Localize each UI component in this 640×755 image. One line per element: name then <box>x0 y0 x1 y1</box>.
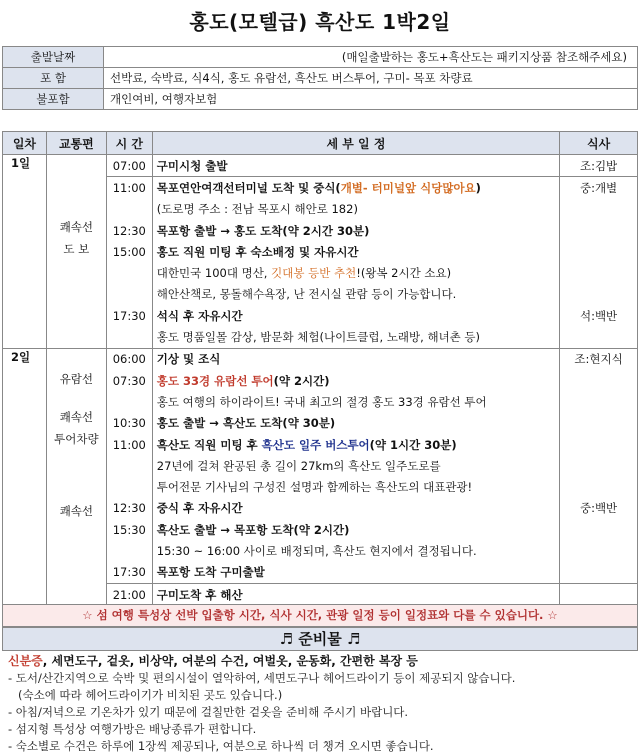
detail-text: !(왕복 2시간 소요) <box>356 266 452 281</box>
page-title: 홍도(모텔급) 흑산도 1박2일 <box>189 10 451 34</box>
time-cell <box>106 540 152 561</box>
schedule-table <box>2 131 638 606</box>
detail-cell: 27년에 걸쳐 완공된 총 길이 27km의 흑산도 일주도로를 <box>152 455 559 476</box>
detail-cell: 홍도 출발 → 흑산도 도착(약 30분) <box>152 413 559 434</box>
meal-cell: 중:개별 <box>560 177 638 199</box>
header-time: 시 간 <box>106 132 152 155</box>
prep-list <box>8 653 634 755</box>
detail-cell: 해안산책로, 몽돌해수욕장, 난 전시실 관람 등이 가능합니다. <box>152 284 559 305</box>
detail-cell: 투어전문 기사님의 구성진 설명과 함께하는 흑산도의 대표관광! <box>152 476 559 497</box>
detail-highlight: 흑산도 일주 버스투어 <box>261 437 370 452</box>
time-cell: 12:30 <box>106 220 152 241</box>
header-detail: 세 부 일 정 <box>152 132 559 155</box>
prep-note: - 도서/산간지역으로 숙박 및 편의시설이 열악하여, 세면도구나 헤어드라이기 등이 제공되지 않습니다. <box>8 671 516 685</box>
time-cell <box>106 326 152 348</box>
transport-label: 쾌속선 <box>59 220 94 234</box>
detail-cell: (도로명 주소 : 전남 목포시 해안로 182) <box>152 199 559 220</box>
time-cell <box>106 262 152 283</box>
time-cell: 12:30 <box>106 498 152 519</box>
time-cell: 07:00 <box>106 155 152 177</box>
time-cell <box>106 455 152 476</box>
notice-banner: ☆ 섬 여행 특성상 선박 입출항 시간, 식사 시간, 관광 일정 등이 일정표와 다를 수 있습니다. ☆ <box>2 604 638 627</box>
prep-title: ♬ 준비물 ♬ <box>2 627 638 651</box>
transport-label: 쾌속선 <box>59 503 94 518</box>
prep-main-items <box>8 653 634 670</box>
prep-id-required: 신분증 <box>8 654 43 668</box>
detail-text: 대한민국 100대 명산, <box>156 266 272 281</box>
meal-cell: 석:백반 <box>560 305 638 326</box>
prep-note: - 숙소별로 수건은 하루에 1장씩 제공되나, 여분으로 하나씩 더 챙겨 오시면 좋습니다. <box>8 739 434 753</box>
day-label: 1일 <box>3 155 47 349</box>
prep-note: - 아침/저녁으로 기온차가 있기 때문에 걸칠만한 겉옷을 준비해 주시기 바랍니다. <box>8 705 409 719</box>
exclude-label: 불포함 <box>3 89 104 110</box>
meal-cell <box>560 476 638 497</box>
detail-cell <box>152 177 559 199</box>
detail-cell: 흑산도 출발 → 목포항 도착(약 2시간) <box>152 519 559 540</box>
exclude-row <box>3 89 638 110</box>
time-cell: 11:00 <box>106 434 152 455</box>
detail-highlight: 개별- 터미널앞 식당많아요 <box>340 180 476 195</box>
header-transport: 교통편 <box>46 132 106 155</box>
detail-cell <box>152 262 559 283</box>
schedule-row <box>3 348 638 370</box>
time-cell: 15:30 <box>106 519 152 540</box>
detail-cell <box>152 434 559 455</box>
detail-highlight: 홍도 33경 유람선 투어 <box>156 373 274 388</box>
header-day: 일차 <box>3 132 47 155</box>
detail-text: 흑산도 직원 미팅 후 <box>156 437 262 452</box>
time-cell: 17:30 <box>106 305 152 326</box>
detail-text: (약 1시간 30분) <box>369 437 457 452</box>
transport-cell <box>46 348 106 606</box>
transport-label: 유람선 <box>59 371 94 386</box>
detail-cell: 홍도 명품일몰 감상, 밤문화 체험(나이트클럽, 노래방, 해녀촌 등) <box>152 326 559 348</box>
day-label: 2일 <box>3 348 47 606</box>
meal-cell <box>560 540 638 561</box>
detail-text: 목포연안여객선터미널 도착 및 중식( <box>156 180 341 195</box>
meal-cell <box>560 326 638 348</box>
meal-cell <box>560 220 638 241</box>
header-meal: 식사 <box>560 132 638 155</box>
time-cell <box>106 199 152 220</box>
prep-note: - 섬지형 특성상 여행가방은 배낭종류가 편합니다. <box>8 722 257 736</box>
meal-cell <box>560 583 638 605</box>
time-cell: 10:30 <box>106 413 152 434</box>
time-cell: 15:00 <box>106 241 152 262</box>
departure-row <box>3 47 638 68</box>
detail-cell: 15:30 ~ 16:00 사이로 배정되며, 흑산도 현지에서 결정됩니다. <box>152 540 559 561</box>
exclude-value: 개인여비, 여행자보험 <box>104 89 638 110</box>
meal-cell <box>560 370 638 391</box>
meal-cell <box>560 413 638 434</box>
detail-cell: 홍도 여행의 하이라이트! 국내 최고의 절경 홍도 33경 유람선 투어 <box>152 391 559 412</box>
transport-label: 투어차량 <box>54 431 99 446</box>
meal-cell <box>560 262 638 283</box>
transport-cell <box>46 155 106 349</box>
meal-cell <box>560 455 638 476</box>
schedule-header-row <box>3 132 638 155</box>
meal-cell <box>560 199 638 220</box>
schedule-row <box>3 155 638 177</box>
include-value: 선박료, 숙박료, 식4식, 홍도 유람선, 흑산도 버스투어, 구미- 목포 차량료 <box>104 68 638 89</box>
prep-note: (숙소에 따라 헤어드라이기가 비치된 곳도 있습니다.) <box>18 688 283 702</box>
detail-cell: 석식 후 자유시간 <box>152 305 559 326</box>
prep-items-text: , 세면도구, 겉옷, 비상약, 여분의 수건, 여벌옷, 운동화, 간편한 복장 등 <box>42 654 418 668</box>
meal-cell: 중:백반 <box>560 498 638 519</box>
meal-cell <box>560 519 638 540</box>
detail-cell: 구미시청 출발 <box>152 155 559 177</box>
meal-cell: 조:현지식 <box>560 348 638 370</box>
transport-label: 도 보 <box>63 242 90 256</box>
meal-cell <box>560 391 638 412</box>
info-table <box>2 46 638 110</box>
departure-value: (매일출발하는 홍도+흑산도는 패키지상품 참조해주세요) <box>104 47 638 68</box>
time-cell: 07:30 <box>106 370 152 391</box>
detail-cell <box>152 370 559 391</box>
include-label: 포 함 <box>3 68 104 89</box>
meal-cell <box>560 284 638 305</box>
meal-cell <box>560 562 638 584</box>
detail-cell: 중식 후 자유시간 <box>152 498 559 519</box>
meal-cell: 조:김밥 <box>560 155 638 177</box>
time-cell: 21:00 <box>106 583 152 605</box>
include-row <box>3 68 638 89</box>
detail-text: ) <box>475 180 481 195</box>
detail-cell: 목포항 출발 → 홍도 도착(약 2시간 30분) <box>152 220 559 241</box>
departure-label: 출발날짜 <box>3 47 104 68</box>
detail-cell: 기상 및 조식 <box>152 348 559 370</box>
detail-text: (약 2시간) <box>273 373 330 388</box>
time-cell <box>106 391 152 412</box>
time-cell <box>106 476 152 497</box>
detail-cell: 홍도 직원 미팅 후 숙소배정 및 자유시간 <box>152 241 559 262</box>
meal-cell <box>560 434 638 455</box>
detail-highlight: 깃대봉 등반 추천 <box>271 266 357 281</box>
time-cell: 11:00 <box>106 177 152 199</box>
time-cell: 17:30 <box>106 562 152 584</box>
time-cell <box>106 284 152 305</box>
meal-cell <box>560 241 638 262</box>
time-cell: 06:00 <box>106 348 152 370</box>
transport-label: 쾌속선 <box>59 409 94 424</box>
detail-cell: 목포항 도착 구미출발 <box>152 562 559 584</box>
detail-cell: 구미도착 후 해산 <box>152 583 559 605</box>
